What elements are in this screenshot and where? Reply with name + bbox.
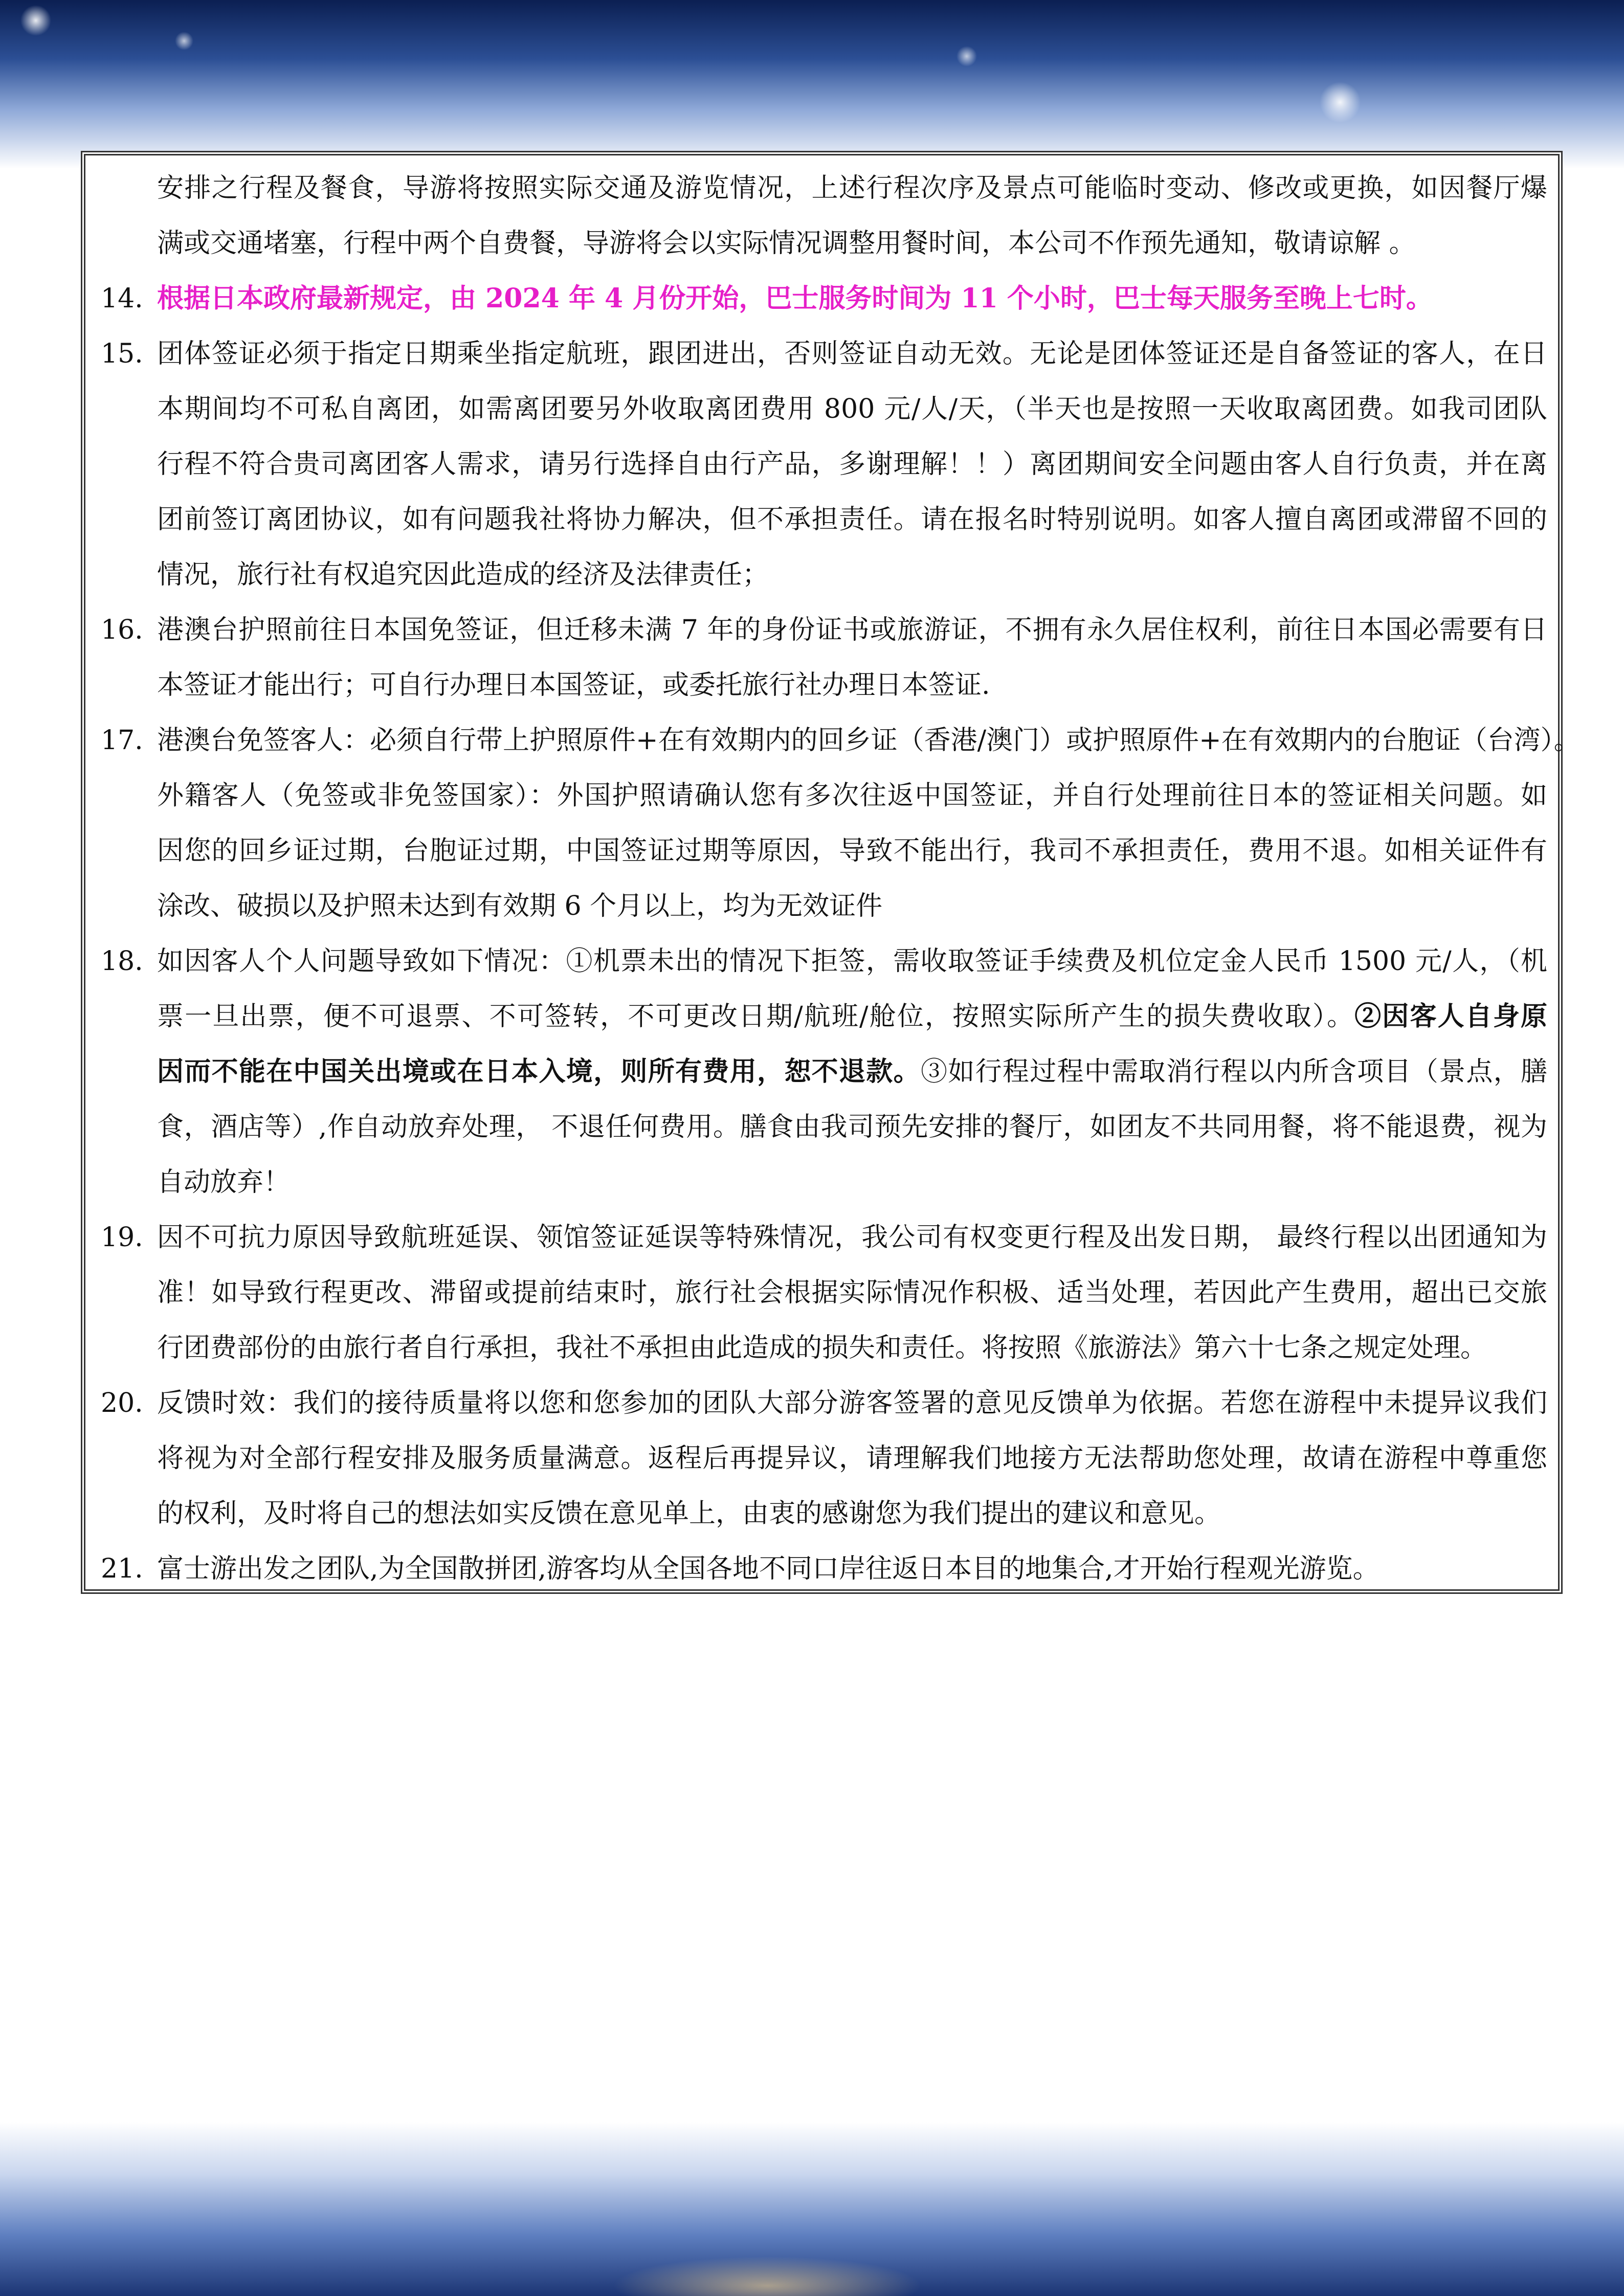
term-text	[157, 823, 1547, 879]
term-line	[85, 1320, 1559, 1376]
term-line	[85, 492, 1559, 547]
text-segment: ③如行程过程中需取消行程以内所含项目（景点，膳	[920, 1056, 1547, 1087]
bold-text: 因而不能在中国关出境或在日本入境，则所有费用，恕不退款。	[157, 1056, 921, 1087]
term-text	[157, 1486, 1547, 1541]
term-line	[85, 602, 1559, 658]
term-text	[157, 658, 1547, 713]
term-line	[85, 1044, 1559, 1099]
text-segment: 行团费部份的由旅行者自行承担，我社不承担由此造成的损失和责任。将按照《旅游法》第六十七条之规定处理。	[157, 1333, 1487, 1363]
term-line	[85, 161, 1559, 216]
term-line	[85, 1265, 1559, 1320]
term-text	[157, 1320, 1547, 1376]
text-segment: 涂改、破损以及护照未达到有效期 6 个月以上，均为无效证件	[157, 891, 883, 921]
term-line	[85, 989, 1559, 1044]
term-line	[85, 713, 1581, 768]
text-segment: 自动放弃！	[157, 1167, 291, 1198]
term-line	[85, 381, 1559, 437]
text-segment: 港澳台护照前往日本国免签证，但迁移未满 7 年的身份证书或旅游证，不拥有永久居住权利，前往日本国必需要有日	[157, 615, 1547, 645]
term-line	[85, 1376, 1559, 1431]
text-segment: 如因客人个人问题导致如下情况：①机票未出的情况下拒签，需收取签证手续费及机位定金人民币 1500 元/人，（机	[157, 946, 1547, 977]
night-footer-banner	[0, 2122, 1624, 2296]
term-text	[157, 1044, 1547, 1099]
text-segment: 团前签订离团协议，如有问题我社将协力解决，但不承担责任。请在报名时特别说明。如客人擅自离团或滞留不回的	[157, 504, 1547, 535]
term-text	[157, 602, 1547, 658]
term-text	[157, 326, 1547, 381]
term-text	[157, 934, 1547, 989]
terms-box	[81, 151, 1581, 1594]
term-text	[157, 161, 1547, 216]
text-segment: 团体签证必须于指定日期乘坐指定航班，跟团进出，否则签证自动无效。无论是团体签证还是自备签证的客人，在日	[157, 339, 1547, 369]
term-number: 19.	[101, 1222, 143, 1253]
term-text	[157, 1376, 1547, 1431]
term-line	[85, 823, 1559, 879]
term-line	[85, 437, 1559, 492]
term-line	[85, 934, 1559, 989]
text-segment: 票一旦出票，便不可退票、不可签转，不可更改日期/航班/舱位，按照实际所产生的损失费收取）。	[157, 1001, 1355, 1032]
text-segment: 本期间均不可私自离团，如需离团要另外收取离团费用 800 元/人/天，（半天也是按照一天收取离团费。如我司团队	[157, 394, 1547, 424]
term-number: 16.	[101, 615, 143, 645]
term-line	[85, 768, 1559, 823]
term-text	[157, 1155, 1547, 1210]
term-number: 15.	[101, 339, 143, 369]
text-segment: 行程不符合贵司离团客人需求，请另行选择自由行产品，多谢理解！！）离团期间安全问题由客人自行负责，并在离	[157, 449, 1547, 480]
text-segment: 因您的回乡证过期，台胞证过期，中国签证过期等原因，导致不能出行，我司不承担责任，费用不退。如相关证件有	[157, 836, 1547, 866]
term-text	[157, 1099, 1547, 1155]
text-segment: 外籍客人（免签或非免签国家）：外国护照请确认您有多次往返中国签证，并自行处理前往日本的签证相关问题。如	[157, 780, 1547, 811]
term-text	[157, 1541, 1547, 1596]
term-line	[85, 1155, 1559, 1210]
highlighted-term-text	[157, 271, 1547, 326]
text-segment: 情况，旅行社有权追究因此造成的经济及法律责任；	[157, 559, 769, 590]
term-text	[157, 216, 1547, 271]
term-line	[85, 1431, 1559, 1486]
term-line	[85, 271, 1559, 326]
term-line	[85, 879, 1559, 934]
term-text	[157, 547, 1547, 602]
term-text	[157, 1210, 1547, 1265]
bold-text: ②因客人自身原	[1354, 1001, 1547, 1032]
text-segment: 满或交通堵塞，行程中两个自费餐，导游将会以实际情况调整用餐时间，本公司不作预先通知，敬请谅解 。	[157, 228, 1416, 259]
text-segment: 港澳台免签客人：必须自行带上护照原件+在有效期内的回乡证（香港/澳门）或护照原件+在有效期内的台胞证（台湾）。	[157, 725, 1581, 756]
starry-header-banner	[0, 0, 1624, 169]
text-segment: 的权利，及时将自己的想法如实反馈在意见单上，由衷的感谢您为我们提出的建议和意见。	[157, 1498, 1221, 1529]
term-line	[85, 1099, 1559, 1155]
text-segment: 根据日本政府最新规定，由 2024 年 4 月份开始，巴士服务时间为 11 个小时，巴士每天服务至晚上七时。	[157, 283, 1433, 314]
term-text	[157, 1265, 1547, 1320]
text-segment: 准！如导致行程更改、滞留或提前结束时，旅行社会根据实际情况作积极、适当处理，若因此产生费用，超出已交旅	[157, 1277, 1547, 1308]
term-text	[157, 1431, 1547, 1486]
term-line	[85, 1486, 1559, 1541]
term-number: 17.	[101, 725, 143, 756]
term-number: 18.	[101, 946, 143, 977]
text-segment: 反馈时效：我们的接待质量将以您和您参加的团队大部分游客签署的意见反馈单为依据。若您在游程中未提异议我们	[157, 1388, 1547, 1419]
term-line	[85, 658, 1559, 713]
term-text	[157, 713, 1581, 768]
term-line	[85, 326, 1559, 381]
term-number: 14.	[101, 283, 143, 314]
term-line	[85, 1210, 1559, 1265]
term-text	[157, 381, 1547, 437]
text-segment: 将视为对全部行程安排及服务质量满意。返程后再提异议，请理解我们地接方无法帮助您处理，故请在游程中尊重您	[157, 1443, 1547, 1474]
term-text	[157, 989, 1547, 1044]
text-segment: 因不可抗力原因导致航班延误、领馆签证延误等特殊情况，我公司有权变更行程及出发日期， 最终行程以出团通知为	[157, 1222, 1547, 1253]
term-line	[85, 216, 1559, 271]
term-line	[85, 1541, 1559, 1596]
term-number: 20.	[101, 1388, 143, 1419]
text-segment: 本签证才能出行；可自行办理日本国签证，或委托旅行社办理日本签证.	[157, 670, 990, 701]
text-segment: 安排之行程及餐食，导游将按照实际交通及游览情况，上述行程次序及景点可能临时变动、修改或更换，如因餐厅爆	[157, 173, 1547, 204]
term-line	[85, 547, 1559, 602]
term-text	[157, 768, 1547, 823]
term-number: 21.	[101, 1554, 143, 1584]
text-segment: 富士游出发之团队,为全国散拼团,游客均从全国各地不同口岸往返日本目的地集合,才开始行程观光游览。	[157, 1554, 1380, 1584]
term-text	[157, 879, 1547, 934]
text-segment: 食，酒店等）,作自动放弃处理， 不退任何费用。膳食由我司预先安排的餐厅，如团友不共同用餐，将不能退费，视为	[157, 1112, 1547, 1142]
term-text	[157, 492, 1547, 547]
term-text	[157, 437, 1547, 492]
